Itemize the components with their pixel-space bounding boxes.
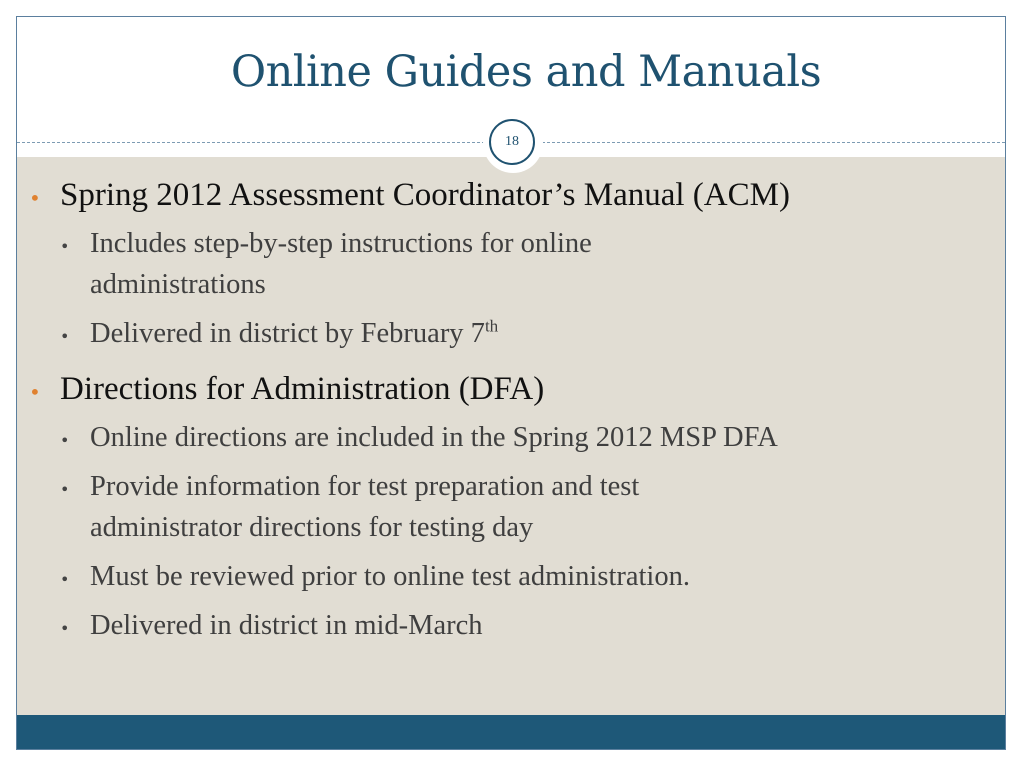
bullet-2: Directions for Administration (DFA) xyxy=(60,371,545,407)
sub-bullet-marker: • xyxy=(60,480,70,499)
sub-bullet-2-1: Online directions are included in the Spring 2012 MSP DFA xyxy=(90,422,778,453)
page-number: 18 xyxy=(505,134,519,149)
sub-bullet-1-2-text: Delivered in district by February 7 xyxy=(90,318,485,349)
sub-bullet-2-2-line2: administrator directions for testing day xyxy=(90,512,534,543)
sub-bullet-marker: • xyxy=(60,570,70,589)
sub-bullet-2-2-line1: Provide information for test preparation and test xyxy=(90,471,640,502)
sub-bullet-marker: • xyxy=(60,431,70,450)
sub-bullet-1-1-line2: administrations xyxy=(90,269,266,300)
bullet-marker: • xyxy=(29,380,41,404)
bullet-1: Spring 2012 Assessment Coordinator’s Manual (ACM) xyxy=(60,177,790,213)
sub-bullet-1-2-sup: th xyxy=(484,316,499,336)
slide-title: Online Guides and Manuals xyxy=(230,47,822,97)
footer-bar xyxy=(17,715,1005,750)
sub-bullet-2-3: Must be reviewed prior to online test administration. xyxy=(90,561,690,592)
slide-frame xyxy=(16,16,1006,750)
sub-bullet-1-1-line1: Includes step-by-step instructions for online xyxy=(90,228,592,259)
sub-bullet-1-2 xyxy=(90,314,990,354)
bullet-marker: • xyxy=(29,186,41,210)
page-number-badge xyxy=(489,119,535,165)
sub-bullet-2-4: Delivered in district in mid-March xyxy=(90,610,483,641)
sub-bullet-marker: • xyxy=(60,619,70,638)
sub-bullet-marker: • xyxy=(60,237,70,256)
sub-bullet-marker: • xyxy=(60,327,70,346)
